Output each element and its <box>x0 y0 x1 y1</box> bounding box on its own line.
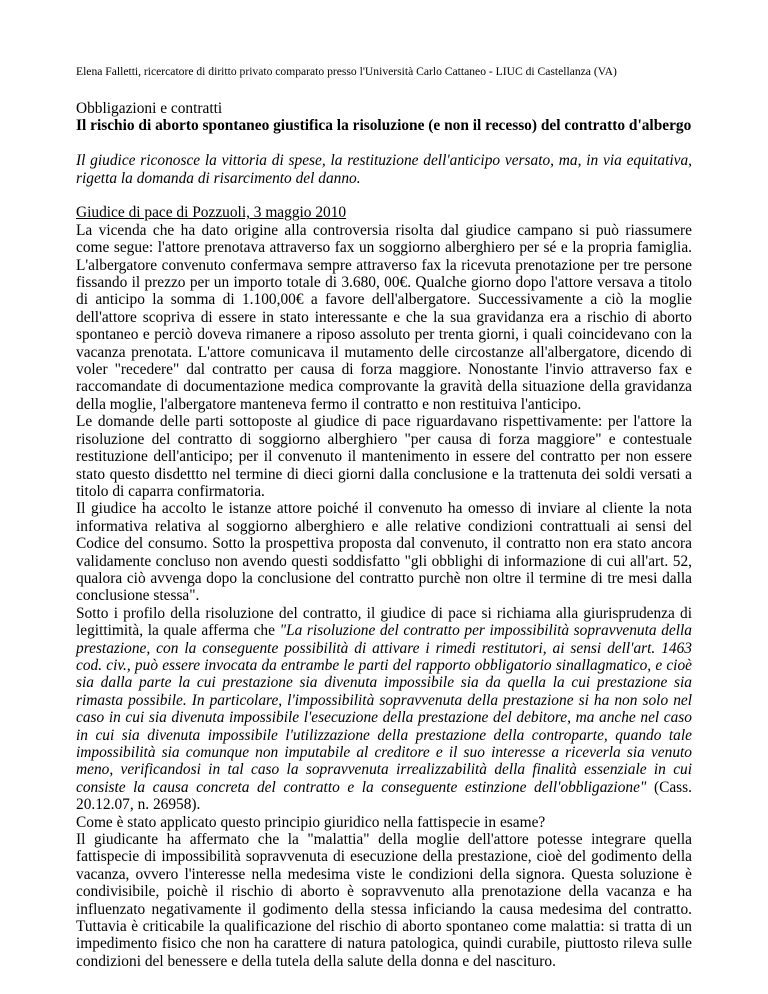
jurisprudence-quote: "La risoluzione del contratto per impossibilità sopravvenuta della prestazione, con la conseguente possibilità di attivare i rimedi restitutori, ai sensi dell'art. 1463 cod. civ., può essere invocata da entrambe le parti del rapporto obbligatorio sinallagmatico, e cioè sia dalla parte la cui prestazione sia divenuta impossibile sia da quella la cui prestazione sia rimasta possibile. In particolare, l'impossibilità sopravvenuta della prestazione si ha non solo nel caso in cui sia divenuta impossibile l'esecuzione della prestazione del debitore, ma anche nel caso in cui sia divenuta impossibile l'utilizzazione della prestazione della controparte, quando tale impossibilità sia comunque non imputabile al creditore e il suo interesse a riceverla sia venuto meno, verificandosi in tal caso la sopravvenuta irrealizzabilità della finalità essenziale in cui consiste la causa concreta del contratto e la conseguente estinzione dell'obbligazione" <box>76 622 692 796</box>
jurisprudence-intro: Sotto i profilo della risoluzione del contratto, il giudice di pace si richiama alla giurisprudenza di legittimità, la quale afferma che <box>76 604 692 640</box>
paragraph-jurisprudence <box>76 605 692 814</box>
paragraph-decision: Il giudice ha accolto le istanze attore poiché il convenuto ha omesso di inviare al cliente la nota informativa relativa al soggiorno alberghiero e alle relative condizioni contrattuali ai sensi del Codice del consumo. Sotto la prospettiva proposta dal convenuto, il contratto non era stato ancora validamente concluso non avendo questi soddisfatto "gli obblighi di informazione di cui all'art. 52, qualora ciò avvenga dopo la conclusione del contratto purchè non oltre il termine di tre mesi dalla conclusione stessa". <box>76 500 692 605</box>
title-block <box>76 100 692 135</box>
paragraph-analysis: Il giudicante ha affermato che la "malattia" della moglie dell'attore potesse integrare quella fattispecie di impossibilità sopravvenuta di esecuzione della prestazione, cioè del godimento della vacanza, ovvero l'interesse nella medesima viste le condizioni della signora. Questa soluzione è condivisibile, poichè il rischio di aborto è sopravvenuto alla prenotazione della vacanza e ha influenzato negativamente il godimento della stessa inficiando la causa medesima del contratto. Tuttavia è criticabile la qualificazione del rischio di aborto spontaneo come malattia: si tratta di un impedimento fisico che non ha carattere di natura patologica, quindi curabile, piuttosto rileva sulle condizioni del benessere e della tutela della salute della donna e del nascituro. <box>76 831 692 970</box>
paragraph-facts: La vicenda che ha dato origine alla controversia risolta dal giudice campano si può riassumere come segue: l'attore prenotava attraverso fax un soggiorno alberghiero per sé e la propria famiglia. L'albergatore convenuto confermava sempre attraverso fax la ricevuta prenotazione per tre persone fissando il prezzo per un importo totale di 3.680, 00€. Qualche giorno dopo l'attore versava a titolo di anticipo la somma di 1.100,00€ a favore dell'albergatore. Successivamente a ciò la moglie dell'attore scopriva di essere in stato interessante e che la sua gravidanza era a rischio di aborto spontaneo e perciò doveva rimanere a riposo assoluto per trenta giorni, i quali coincidevano con la vacanza prenotata. L'attore comunicava il mutamento delle circostanze all'albergatore, dicendo di voler "recedere" dal contratto per causa di forza maggiore. Nonostante l'invio attraverso fax e raccomandate di documentazione medica comprovante la gravità della situazione della gravidanza della moglie, l'albergatore manteneva fermo il contratto e non restituiva l'anticipo. <box>76 221 692 413</box>
author-byline: Elena Falletti, ricercatore di diritto privato comparato presso l'Università Carlo Cattaneo - LIUC di Castellanza (VA) <box>76 65 617 78</box>
article-abstract: Il giudice riconosce la vittoria di spese, la restituzione dell'anticipo versato, ma, in via equitativa, rigetta la domanda di risarcimento del danno. <box>76 152 692 187</box>
paragraph-claims: Le domande delle parti sottoposte al giudice di pace riguardavano rispettivamente: per l'attore la risoluzione del contratto di soggiorno alberghiero "per causa di forza maggiore" e contestuale restituzione dell'anticipo; per il convenuto il mantenimento in essere del contratto per non essere stato questo disdettto nel termine di dieci giorni dalla conclusione e la trattenuta dei soldi versati a titolo di caparra confirmatoria. <box>76 413 692 500</box>
paragraph-question: Come è stato applicato questo principio giuridico nella fattispecie in esame? <box>76 813 546 831</box>
court-reference-text: Giudice di pace di Pozzuoli, 3 maggio 2010 <box>76 204 347 222</box>
section-heading: Obbligazioni e contratti <box>76 100 223 117</box>
article-title: Il rischio di aborto spontaneo giustifica la risoluzione (e non il recesso) del contratto d'albergo <box>76 117 692 135</box>
court-reference <box>76 204 692 221</box>
jurisprudence-citation: (Cass. 20.12.07, n. 26958). <box>76 778 692 814</box>
article-body <box>76 100 692 970</box>
